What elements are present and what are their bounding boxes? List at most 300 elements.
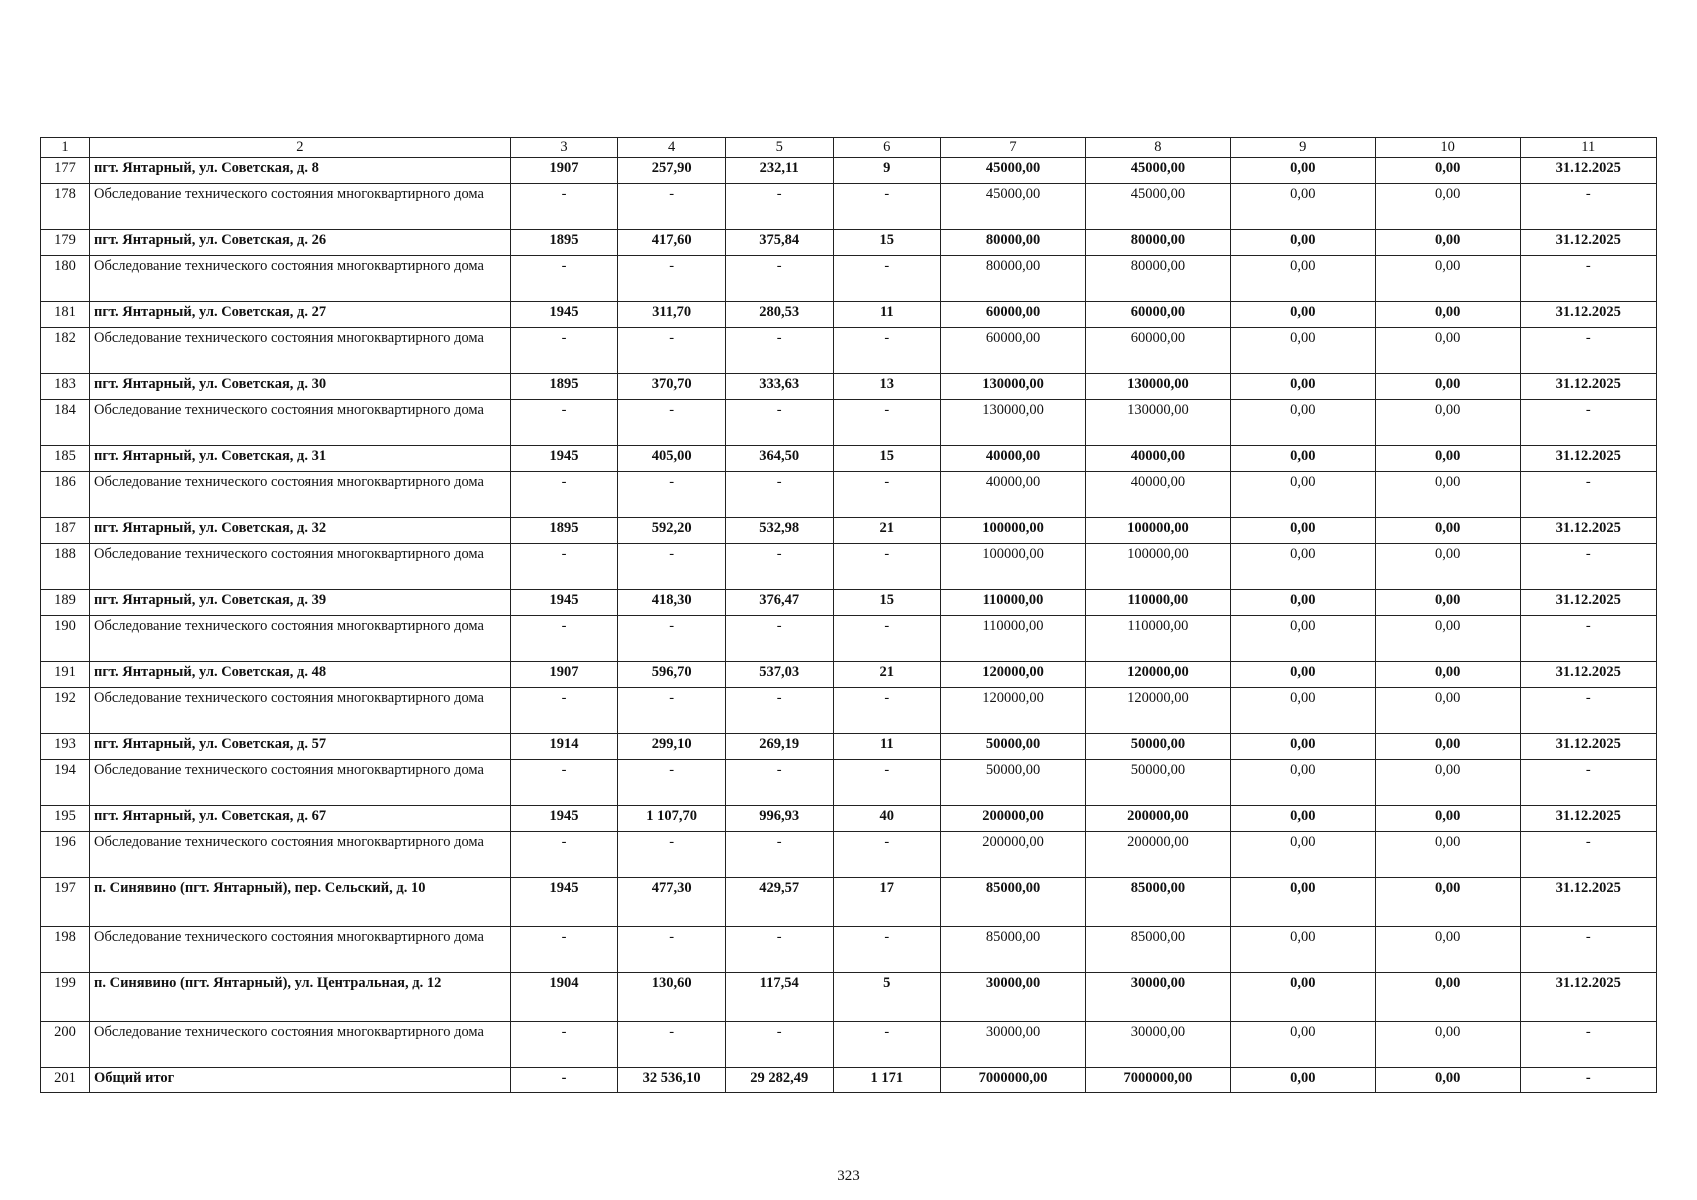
fund-cost: 40000,00 xyxy=(1085,472,1230,518)
fund-cost: 60000,00 xyxy=(1085,302,1230,328)
residents: - xyxy=(833,832,941,878)
total-cost: 120000,00 xyxy=(941,662,1086,688)
row-name: пгт. Янтарный, ул. Советская, д. 30 xyxy=(90,374,511,400)
year-built: 1945 xyxy=(510,878,618,927)
residents: 1 171 xyxy=(833,1068,941,1093)
completion-date: 31.12.2025 xyxy=(1520,662,1656,688)
owners-cost: 0,00 xyxy=(1375,1022,1520,1068)
row-name: Обследование технического состояния многоквартирного дома xyxy=(90,760,511,806)
row-number: 183 xyxy=(41,374,90,400)
year-built: - xyxy=(510,760,618,806)
work-row xyxy=(41,472,1657,518)
living-area: - xyxy=(725,616,833,662)
total-area: - xyxy=(618,328,726,374)
total-cost: 200000,00 xyxy=(941,806,1086,832)
house-row xyxy=(41,662,1657,688)
living-area: - xyxy=(725,760,833,806)
completion-date: - xyxy=(1520,400,1656,446)
living-area: 375,84 xyxy=(725,230,833,256)
living-area: 996,93 xyxy=(725,806,833,832)
total-area: 417,60 xyxy=(618,230,726,256)
work-row xyxy=(41,544,1657,590)
fund-cost: 45000,00 xyxy=(1085,158,1230,184)
completion-date: - xyxy=(1520,927,1656,973)
living-area: - xyxy=(725,256,833,302)
total-area: 370,70 xyxy=(618,374,726,400)
living-area: - xyxy=(725,544,833,590)
year-built: - xyxy=(510,400,618,446)
work-row xyxy=(41,184,1657,230)
residents: 40 xyxy=(833,806,941,832)
column-number: 6 xyxy=(833,138,941,158)
fund-cost: 130000,00 xyxy=(1085,374,1230,400)
year-built: 1895 xyxy=(510,374,618,400)
completion-date: 31.12.2025 xyxy=(1520,230,1656,256)
year-built: 1895 xyxy=(510,230,618,256)
completion-date: - xyxy=(1520,760,1656,806)
completion-date: - xyxy=(1520,544,1656,590)
living-area: - xyxy=(725,328,833,374)
budget-cost: 0,00 xyxy=(1230,328,1375,374)
row-name: Обследование технического состояния многоквартирного дома xyxy=(90,688,511,734)
total-area: - xyxy=(618,760,726,806)
owners-cost: 0,00 xyxy=(1375,734,1520,760)
row-number: 179 xyxy=(41,230,90,256)
column-number-row xyxy=(41,138,1657,158)
fund-cost: 30000,00 xyxy=(1085,1022,1230,1068)
total-area: 32 536,10 xyxy=(618,1068,726,1093)
budget-cost: 0,00 xyxy=(1230,590,1375,616)
residents: - xyxy=(833,688,941,734)
total-area: - xyxy=(618,688,726,734)
owners-cost: 0,00 xyxy=(1375,662,1520,688)
owners-cost: 0,00 xyxy=(1375,184,1520,230)
year-built: 1907 xyxy=(510,158,618,184)
budget-cost: 0,00 xyxy=(1230,616,1375,662)
fund-cost: 100000,00 xyxy=(1085,544,1230,590)
completion-date: - xyxy=(1520,256,1656,302)
total-cost: 45000,00 xyxy=(941,158,1086,184)
work-row xyxy=(41,927,1657,973)
completion-date: 31.12.2025 xyxy=(1520,158,1656,184)
fund-cost: 80000,00 xyxy=(1085,230,1230,256)
total-area: - xyxy=(618,544,726,590)
completion-date: - xyxy=(1520,328,1656,374)
fund-cost: 120000,00 xyxy=(1085,662,1230,688)
fund-cost: 100000,00 xyxy=(1085,518,1230,544)
fund-cost: 110000,00 xyxy=(1085,590,1230,616)
owners-cost: 0,00 xyxy=(1375,688,1520,734)
residents: - xyxy=(833,328,941,374)
owners-cost: 0,00 xyxy=(1375,590,1520,616)
row-name: пгт. Янтарный, ул. Советская, д. 32 xyxy=(90,518,511,544)
house-row xyxy=(41,806,1657,832)
completion-date: 31.12.2025 xyxy=(1520,806,1656,832)
budget-cost: 0,00 xyxy=(1230,302,1375,328)
budget-cost: 0,00 xyxy=(1230,760,1375,806)
total-cost: 80000,00 xyxy=(941,230,1086,256)
budget-cost: 0,00 xyxy=(1230,184,1375,230)
row-name: Обследование технического состояния многоквартирного дома xyxy=(90,184,511,230)
residents: - xyxy=(833,184,941,230)
row-name: Обследование технического состояния многоквартирного дома xyxy=(90,328,511,374)
residents: - xyxy=(833,400,941,446)
completion-date: 31.12.2025 xyxy=(1520,518,1656,544)
total-area: 592,20 xyxy=(618,518,726,544)
residents: - xyxy=(833,544,941,590)
total-cost: 60000,00 xyxy=(941,328,1086,374)
work-row xyxy=(41,256,1657,302)
total-area: 405,00 xyxy=(618,446,726,472)
fund-cost: 45000,00 xyxy=(1085,184,1230,230)
work-row xyxy=(41,832,1657,878)
completion-date: 31.12.2025 xyxy=(1520,302,1656,328)
house-row xyxy=(41,374,1657,400)
year-built: - xyxy=(510,184,618,230)
residents: 21 xyxy=(833,518,941,544)
row-number: 196 xyxy=(41,832,90,878)
residents: - xyxy=(833,1022,941,1068)
year-built: 1945 xyxy=(510,590,618,616)
total-area: 311,70 xyxy=(618,302,726,328)
work-row xyxy=(41,1022,1657,1068)
total-area: 1 107,70 xyxy=(618,806,726,832)
column-number: 5 xyxy=(725,138,833,158)
owners-cost: 0,00 xyxy=(1375,1068,1520,1093)
house-row xyxy=(41,973,1657,1022)
completion-date: - xyxy=(1520,688,1656,734)
year-built: 1907 xyxy=(510,662,618,688)
row-name: Обследование технического состояния многоквартирного дома xyxy=(90,927,511,973)
living-area: 29 282,49 xyxy=(725,1068,833,1093)
row-number: 199 xyxy=(41,973,90,1022)
living-area: - xyxy=(725,688,833,734)
owners-cost: 0,00 xyxy=(1375,302,1520,328)
fund-cost: 200000,00 xyxy=(1085,832,1230,878)
fund-cost: 40000,00 xyxy=(1085,446,1230,472)
living-area: 232,11 xyxy=(725,158,833,184)
year-built: - xyxy=(510,927,618,973)
total-cost: 50000,00 xyxy=(941,734,1086,760)
budget-cost: 0,00 xyxy=(1230,544,1375,590)
fund-cost: 110000,00 xyxy=(1085,616,1230,662)
completion-date: 31.12.2025 xyxy=(1520,446,1656,472)
year-built: - xyxy=(510,328,618,374)
row-number: 190 xyxy=(41,616,90,662)
total-cost: 30000,00 xyxy=(941,973,1086,1022)
living-area: - xyxy=(725,927,833,973)
total-cost: 130000,00 xyxy=(941,400,1086,446)
year-built: 1945 xyxy=(510,302,618,328)
row-number: 180 xyxy=(41,256,90,302)
total-cost: 30000,00 xyxy=(941,1022,1086,1068)
total-cost: 120000,00 xyxy=(941,688,1086,734)
row-name: Обследование технического состояния многоквартирного дома xyxy=(90,1022,511,1068)
completion-date: 31.12.2025 xyxy=(1520,878,1656,927)
residents: 9 xyxy=(833,158,941,184)
row-number: 197 xyxy=(41,878,90,927)
row-name: Обследование технического состояния многоквартирного дома xyxy=(90,616,511,662)
house-row xyxy=(41,734,1657,760)
owners-cost: 0,00 xyxy=(1375,806,1520,832)
owners-cost: 0,00 xyxy=(1375,374,1520,400)
total-area: - xyxy=(618,184,726,230)
total-cost: 100000,00 xyxy=(941,544,1086,590)
year-built: - xyxy=(510,616,618,662)
owners-cost: 0,00 xyxy=(1375,832,1520,878)
fund-cost: 85000,00 xyxy=(1085,927,1230,973)
budget-cost: 0,00 xyxy=(1230,1068,1375,1093)
fund-cost: 7000000,00 xyxy=(1085,1068,1230,1093)
row-name: п. Синявино (пгт. Янтарный), ул. Центральная, д. 12 xyxy=(90,973,511,1022)
row-number: 193 xyxy=(41,734,90,760)
fund-cost: 60000,00 xyxy=(1085,328,1230,374)
total-cost: 80000,00 xyxy=(941,256,1086,302)
house-row xyxy=(41,230,1657,256)
completion-date: 31.12.2025 xyxy=(1520,590,1656,616)
row-number: 201 xyxy=(41,1068,90,1093)
residents: - xyxy=(833,927,941,973)
total-cost: 200000,00 xyxy=(941,832,1086,878)
row-name: пгт. Янтарный, ул. Советская, д. 27 xyxy=(90,302,511,328)
total-area: 596,70 xyxy=(618,662,726,688)
row-number: 200 xyxy=(41,1022,90,1068)
budget-cost: 0,00 xyxy=(1230,256,1375,302)
year-built: 1895 xyxy=(510,518,618,544)
residents: 15 xyxy=(833,230,941,256)
row-name: Обследование технического состояния многоквартирного дома xyxy=(90,256,511,302)
total-cost: 7000000,00 xyxy=(941,1068,1086,1093)
budget-cost: 0,00 xyxy=(1230,230,1375,256)
year-built: 1945 xyxy=(510,806,618,832)
total-cost: 85000,00 xyxy=(941,878,1086,927)
row-number: 185 xyxy=(41,446,90,472)
year-built: - xyxy=(510,1022,618,1068)
completion-date: - xyxy=(1520,832,1656,878)
row-name: Обследование технического состояния многоквартирного дома xyxy=(90,400,511,446)
total-cost: 40000,00 xyxy=(941,472,1086,518)
budget-cost: 0,00 xyxy=(1230,400,1375,446)
house-row xyxy=(41,446,1657,472)
total-area: - xyxy=(618,927,726,973)
fund-cost: 50000,00 xyxy=(1085,760,1230,806)
budget-cost: 0,00 xyxy=(1230,927,1375,973)
living-area: - xyxy=(725,184,833,230)
row-name: пгт. Янтарный, ул. Советская, д. 31 xyxy=(90,446,511,472)
row-name: Обследование технического состояния многоквартирного дома xyxy=(90,832,511,878)
budget-cost: 0,00 xyxy=(1230,878,1375,927)
completion-date: 31.12.2025 xyxy=(1520,734,1656,760)
residents: 15 xyxy=(833,446,941,472)
year-built: - xyxy=(510,472,618,518)
residents: 17 xyxy=(833,878,941,927)
column-number: 2 xyxy=(90,138,511,158)
total-area: - xyxy=(618,400,726,446)
program-table xyxy=(40,137,1657,1093)
fund-cost: 130000,00 xyxy=(1085,400,1230,446)
work-row xyxy=(41,400,1657,446)
total-cost: 100000,00 xyxy=(941,518,1086,544)
residents: 13 xyxy=(833,374,941,400)
year-built: - xyxy=(510,688,618,734)
total-area: 418,30 xyxy=(618,590,726,616)
work-row xyxy=(41,688,1657,734)
total-cost: 45000,00 xyxy=(941,184,1086,230)
owners-cost: 0,00 xyxy=(1375,446,1520,472)
living-area: 376,47 xyxy=(725,590,833,616)
total-cost: 50000,00 xyxy=(941,760,1086,806)
page-number: 323 xyxy=(837,1168,860,1184)
owners-cost: 0,00 xyxy=(1375,973,1520,1022)
total-area: - xyxy=(618,472,726,518)
owners-cost: 0,00 xyxy=(1375,400,1520,446)
total-area: 130,60 xyxy=(618,973,726,1022)
living-area: 429,57 xyxy=(725,878,833,927)
year-built: - xyxy=(510,1068,618,1093)
row-number: 194 xyxy=(41,760,90,806)
column-number: 8 xyxy=(1085,138,1230,158)
row-name: пгт. Янтарный, ул. Советская, д. 67 xyxy=(90,806,511,832)
row-number: 181 xyxy=(41,302,90,328)
living-area: - xyxy=(725,832,833,878)
total-cost: 85000,00 xyxy=(941,927,1086,973)
living-area: 364,50 xyxy=(725,446,833,472)
row-number: 189 xyxy=(41,590,90,616)
row-name: пгт. Янтарный, ул. Советская, д. 26 xyxy=(90,230,511,256)
residents: - xyxy=(833,616,941,662)
completion-date: - xyxy=(1520,184,1656,230)
house-row xyxy=(41,302,1657,328)
row-number: 178 xyxy=(41,184,90,230)
residents: 11 xyxy=(833,734,941,760)
row-number: 186 xyxy=(41,472,90,518)
living-area: - xyxy=(725,1022,833,1068)
column-number: 9 xyxy=(1230,138,1375,158)
house-row xyxy=(41,590,1657,616)
row-number: 191 xyxy=(41,662,90,688)
budget-cost: 0,00 xyxy=(1230,688,1375,734)
owners-cost: 0,00 xyxy=(1375,927,1520,973)
total-area: - xyxy=(618,256,726,302)
row-name: пгт. Янтарный, ул. Советская, д. 8 xyxy=(90,158,511,184)
completion-date: - xyxy=(1520,616,1656,662)
owners-cost: 0,00 xyxy=(1375,616,1520,662)
row-number: 187 xyxy=(41,518,90,544)
year-built: - xyxy=(510,832,618,878)
owners-cost: 0,00 xyxy=(1375,328,1520,374)
fund-cost: 200000,00 xyxy=(1085,806,1230,832)
budget-cost: 0,00 xyxy=(1230,832,1375,878)
completion-date: - xyxy=(1520,1068,1656,1093)
budget-cost: 0,00 xyxy=(1230,374,1375,400)
budget-cost: 0,00 xyxy=(1230,158,1375,184)
living-area: 532,98 xyxy=(725,518,833,544)
row-number: 184 xyxy=(41,400,90,446)
living-area: 537,03 xyxy=(725,662,833,688)
column-number: 4 xyxy=(618,138,726,158)
row-number: 195 xyxy=(41,806,90,832)
work-row xyxy=(41,328,1657,374)
residents: - xyxy=(833,760,941,806)
owners-cost: 0,00 xyxy=(1375,472,1520,518)
house-row xyxy=(41,878,1657,927)
living-area: 269,19 xyxy=(725,734,833,760)
total-cost: 130000,00 xyxy=(941,374,1086,400)
living-area: 117,54 xyxy=(725,973,833,1022)
row-name: пгт. Янтарный, ул. Советская, д. 57 xyxy=(90,734,511,760)
fund-cost: 50000,00 xyxy=(1085,734,1230,760)
total-cost: 110000,00 xyxy=(941,616,1086,662)
residents: 21 xyxy=(833,662,941,688)
living-area: - xyxy=(725,472,833,518)
living-area: 333,63 xyxy=(725,374,833,400)
column-number: 11 xyxy=(1520,138,1656,158)
budget-cost: 0,00 xyxy=(1230,806,1375,832)
living-area: - xyxy=(725,400,833,446)
year-built: 1904 xyxy=(510,973,618,1022)
row-name: Обследование технического состояния многоквартирного дома xyxy=(90,472,511,518)
total-cost: 110000,00 xyxy=(941,590,1086,616)
residents: 11 xyxy=(833,302,941,328)
year-built: 1945 xyxy=(510,446,618,472)
row-number: 192 xyxy=(41,688,90,734)
owners-cost: 0,00 xyxy=(1375,158,1520,184)
fund-cost: 80000,00 xyxy=(1085,256,1230,302)
work-row xyxy=(41,760,1657,806)
row-name: пгт. Янтарный, ул. Советская, д. 39 xyxy=(90,590,511,616)
residents: 5 xyxy=(833,973,941,1022)
row-number: 177 xyxy=(41,158,90,184)
column-number: 10 xyxy=(1375,138,1520,158)
column-number: 3 xyxy=(510,138,618,158)
row-name: п. Синявино (пгт. Янтарный), пер. Сельский, д. 10 xyxy=(90,878,511,927)
house-row xyxy=(41,158,1657,184)
owners-cost: 0,00 xyxy=(1375,518,1520,544)
total-area: - xyxy=(618,832,726,878)
row-number: 198 xyxy=(41,927,90,973)
budget-cost: 0,00 xyxy=(1230,662,1375,688)
total-cost: 40000,00 xyxy=(941,446,1086,472)
total-area: - xyxy=(618,1022,726,1068)
owners-cost: 0,00 xyxy=(1375,544,1520,590)
living-area: 280,53 xyxy=(725,302,833,328)
owners-cost: 0,00 xyxy=(1375,760,1520,806)
fund-cost: 120000,00 xyxy=(1085,688,1230,734)
work-row xyxy=(41,616,1657,662)
column-number: 7 xyxy=(941,138,1086,158)
total-cost: 60000,00 xyxy=(941,302,1086,328)
owners-cost: 0,00 xyxy=(1375,230,1520,256)
budget-cost: 0,00 xyxy=(1230,446,1375,472)
row-name: Общий итог xyxy=(90,1068,511,1093)
budget-cost: 0,00 xyxy=(1230,472,1375,518)
owners-cost: 0,00 xyxy=(1375,256,1520,302)
total-area: - xyxy=(618,616,726,662)
year-built: - xyxy=(510,544,618,590)
fund-cost: 30000,00 xyxy=(1085,973,1230,1022)
row-number: 182 xyxy=(41,328,90,374)
budget-cost: 0,00 xyxy=(1230,973,1375,1022)
residents: - xyxy=(833,472,941,518)
budget-cost: 0,00 xyxy=(1230,518,1375,544)
owners-cost: 0,00 xyxy=(1375,878,1520,927)
completion-date: - xyxy=(1520,472,1656,518)
completion-date: - xyxy=(1520,1022,1656,1068)
total-area: 299,10 xyxy=(618,734,726,760)
house-row xyxy=(41,518,1657,544)
budget-cost: 0,00 xyxy=(1230,734,1375,760)
total-area: 477,30 xyxy=(618,878,726,927)
